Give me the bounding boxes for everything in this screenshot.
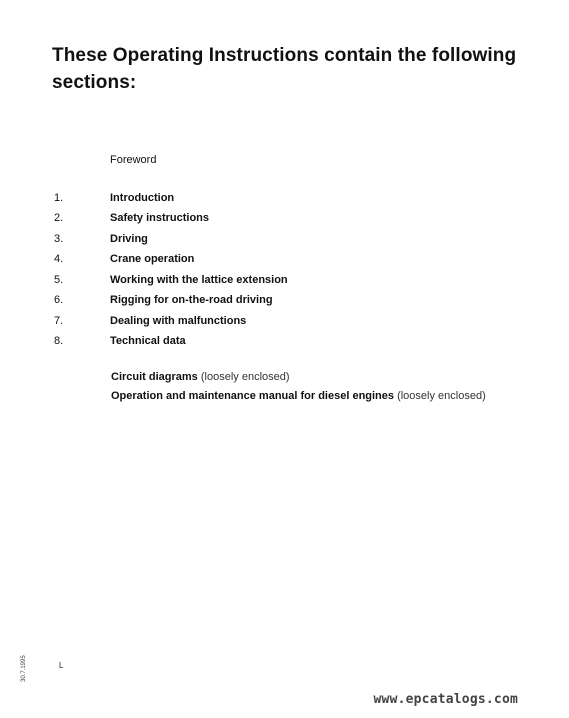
- enclosure-label: Circuit diagrams: [111, 371, 198, 383]
- list-item: [54, 209, 474, 230]
- page-corner-mark: L: [59, 661, 64, 670]
- list-item: [54, 188, 474, 209]
- watermark-url: www.epcatalogs.com: [373, 692, 518, 707]
- section-number: 2.: [54, 212, 64, 225]
- section-number: 8.: [54, 335, 64, 348]
- section-label: Safety instructions: [110, 212, 210, 225]
- list-item: [54, 270, 474, 291]
- section-number: 6.: [54, 294, 64, 307]
- list-item: [54, 229, 474, 250]
- section-number: 3.: [54, 232, 64, 245]
- section-label: Working with the lattice extension: [110, 273, 288, 286]
- section-label: Technical data: [110, 335, 186, 348]
- section-list: [54, 188, 474, 352]
- enclosure-list: [111, 371, 551, 409]
- section-label: Rigging for on-the-road driving: [110, 294, 273, 307]
- list-item: [54, 311, 474, 332]
- section-label: Driving: [110, 232, 148, 245]
- enclosure-note: (loosely enclosed): [200, 371, 290, 383]
- section-label: Dealing with malfunctions: [110, 314, 247, 327]
- enclosure-note: (loosely enclosed): [397, 390, 486, 402]
- section-number: 7.: [54, 314, 64, 327]
- list-item: [54, 291, 474, 312]
- list-item: [54, 250, 474, 271]
- list-item: [54, 332, 474, 353]
- page-title: These Operating Instructions contain the following sections:: [52, 45, 517, 93]
- enclosure-label: Operation and maintenance manual for diesel engines: [111, 390, 395, 402]
- vertical-date-text: 30.7.1995: [21, 655, 27, 682]
- foreword-entry: Foreword: [110, 154, 157, 166]
- section-number: 1.: [54, 191, 64, 204]
- section-number: 5.: [54, 273, 64, 286]
- list-item: [111, 371, 551, 390]
- section-label: Introduction: [110, 191, 175, 204]
- section-label: Crane operation: [110, 253, 195, 266]
- list-item: [111, 390, 551, 409]
- section-number: 4.: [54, 253, 64, 266]
